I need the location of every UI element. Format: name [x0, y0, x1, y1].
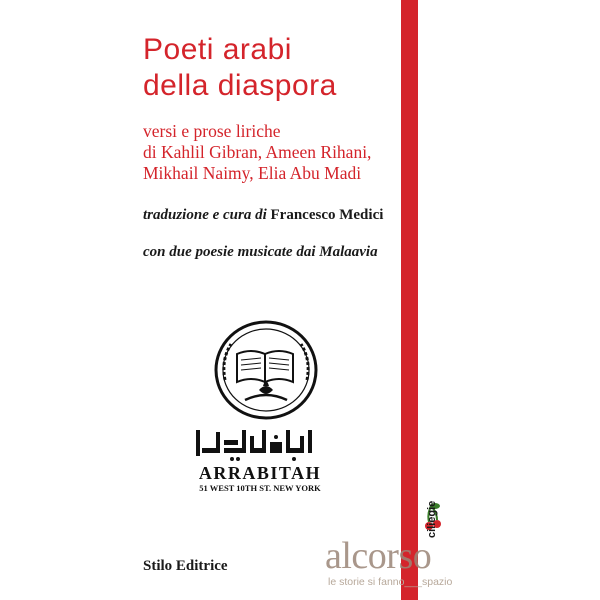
ciliegie-series-label: ciliegie — [426, 500, 438, 538]
music-band-name: Malaavia — [315, 244, 378, 260]
translator-name: Francesco Medici — [266, 207, 384, 223]
credit-prefix: traduzione e cura di — [143, 207, 267, 223]
book-subtitle — [143, 121, 393, 184]
arabic-calligraphy-logo — [188, 426, 328, 466]
book-title-line1: Poeti arabi — [143, 33, 292, 66]
translator-credit — [143, 206, 398, 224]
subtitle-line2: di Kahlil Gibran, Ameen Rihani, — [143, 142, 372, 162]
alcorso-watermark-logo: alcorso — [325, 535, 432, 577]
music-credit — [143, 243, 398, 261]
arrabitah-seal-emblem — [201, 320, 331, 420]
subtitle-line3: Mikhail Naimy, Elia Abu Madi — [143, 163, 362, 183]
subtitle-line1: versi e prose liriche — [143, 121, 281, 141]
publisher-name: Stilo Editrice — [143, 558, 228, 574]
alcorso-watermark-tagline: le storie si fanno___spazio — [328, 576, 453, 588]
cover-red-band — [401, 0, 418, 600]
music-prefix: con due poesie musicate dai — [143, 244, 316, 260]
arrabitah-name: ARRABITAH — [198, 463, 322, 483]
arrabitah-address: 51 WEST 10TH ST. NEW YORK — [199, 483, 321, 493]
book-title-line2: della diaspora — [143, 69, 337, 102]
book-title — [143, 32, 393, 104]
